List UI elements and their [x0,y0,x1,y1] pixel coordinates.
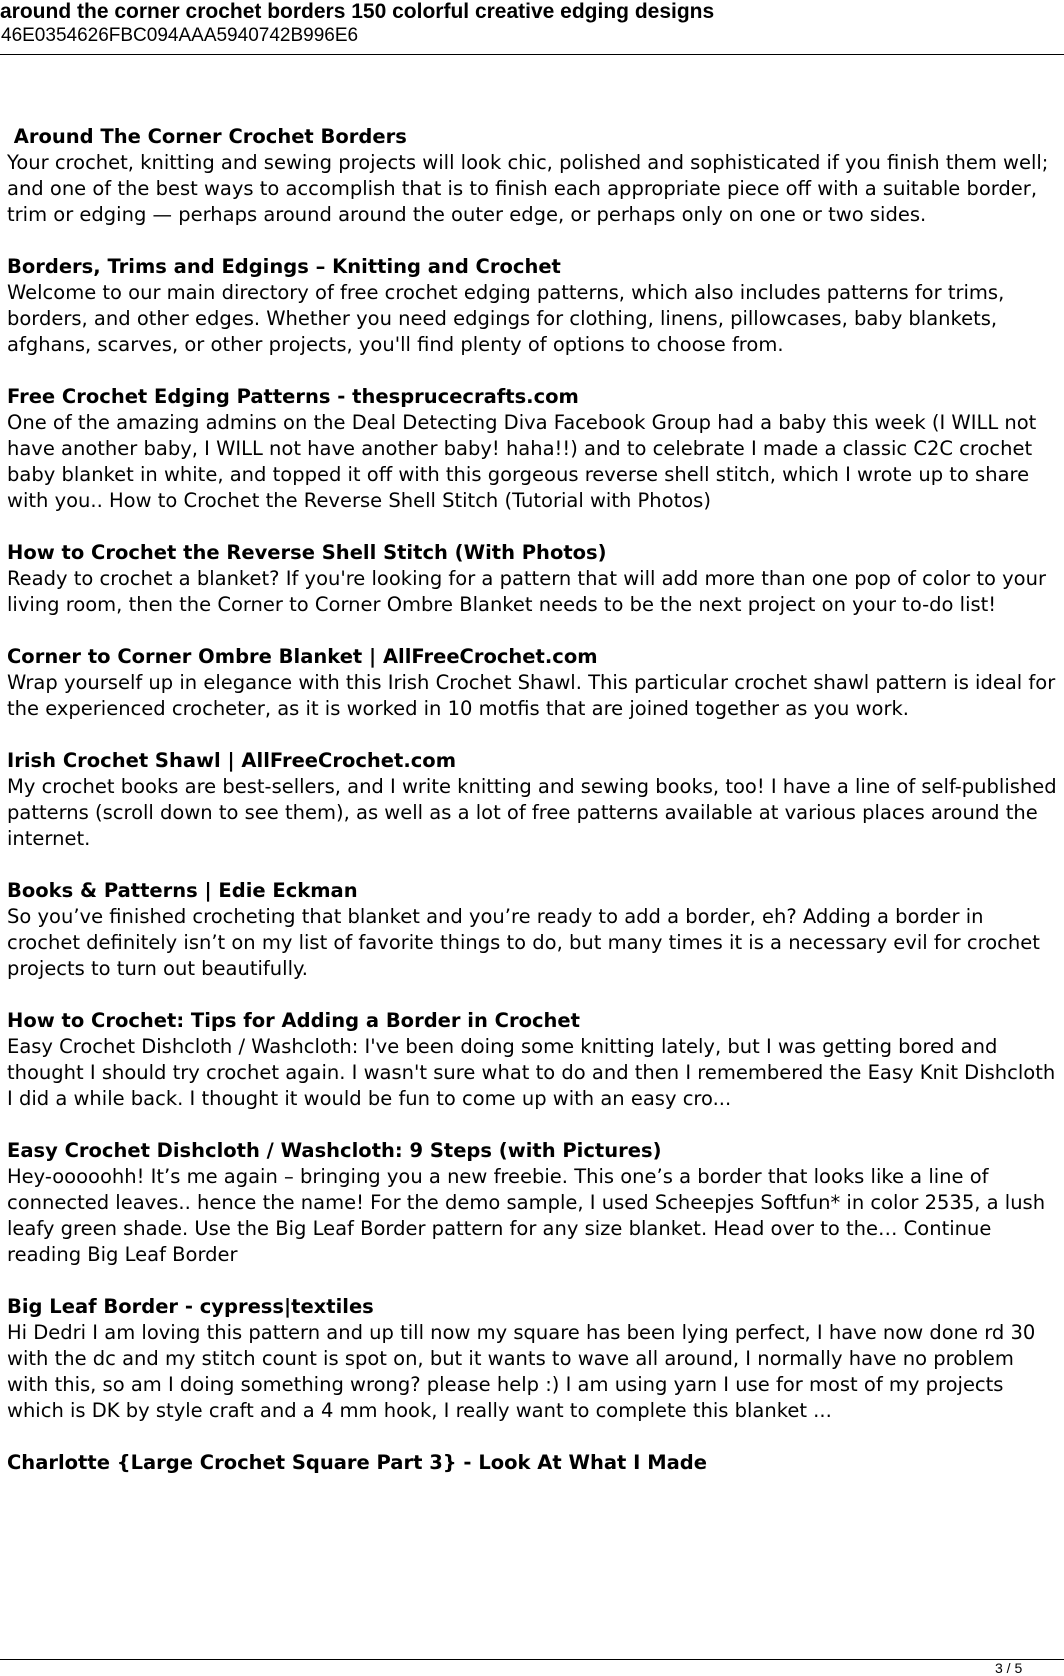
article-section [7,254,1059,358]
section-heading: Irish Crochet Shawl | AllFreeCrochet.com [7,749,457,772]
article-section [7,1008,1059,1112]
section-body: Welcome to our main directory of free crochet edging patterns, which also includes patterns for trims, borders, and other edges. Whether you need edgings for clothing, linens, pillowcases, baby blankets, afghans, scarves, or other projects, you'll find plenty of options to choose from. [7,281,1005,356]
document-body [7,124,1059,1502]
section-heading: How to Crochet: Tips for Adding a Border in Crochet [7,1009,580,1032]
article-section [7,748,1059,852]
section-heading: Books & Patterns | Edie Eckman [7,879,358,902]
section-heading: Around The Corner Crochet Borders [7,125,407,148]
article-section [7,1138,1059,1268]
article-section [7,878,1059,982]
section-body: One of the amazing admins on the Deal Detecting Diva Facebook Group had a baby this week (I WILL not have another baby, I WILL not have another baby! haha!!) and to celebrate I made a classic C2C crochet baby blanket in white, and topped it off with this gorgeous reverse shell stitch, which I wrote up to share with you.. How to Crochet the Reverse Shell Stitch (Tutorial with Photos) [7,411,1037,512]
section-body: Easy Crochet Dishcloth / Washcloth: I've been doing some knitting lately, but I was getting bored and thought I should try crochet again. I wasn't sure what to do and then I remembered the Easy Knit Dishcloth I did a while back. I thought it would be fun to come up with an easy cro... [7,1035,1056,1110]
page-header [0,0,1064,55]
footer-rule [0,1659,1064,1660]
section-heading: Charlotte {Large Crochet Square Part 3} - Look At What I Made [7,1451,707,1474]
section-body: Ready to crochet a blanket? If you're looking for a pattern that will add more than one pop of color to your living room, then the Corner to Corner Ombre Blanket needs to be the next project on your to-do list! [7,567,1046,616]
page-number: 3 / 5 [995,1660,1023,1676]
section-body: Hi Dedri I am loving this pattern and up till now my square has been lying perfect, I have now done rd 30 with the dc and my stitch count is spot on, but it wants to wave all around, I normally have no problem with this, so am I doing something wrong? please help :) I am using yarn I use for most of my projects which is DK by style craft and a 4 mm hook, I really want to complete this blanket ... [7,1321,1036,1422]
section-heading: Corner to Corner Ombre Blanket | AllFreeCrochet.com [7,645,598,668]
section-body: My crochet books are best-sellers, and I write knitting and sewing books, too! I have a line of self-published patterns (scroll down to see them), as well as a lot of free patterns available at various places around the internet. [7,775,1057,850]
section-heading: Easy Crochet Dishcloth / Washcloth: 9 Steps (with Pictures) [7,1139,662,1162]
section-body: Hey-ooooohh! It’s me again – bringing you a new freebie. This one’s a border that looks like a line of connected leaves.. hence the name! For the demo sample, I used Scheepjes Softfun* in color 2535, a lush leafy green shade. Use the Big Leaf Border pattern for any size blanket. Head over to the… Continue reading Big Leaf Border [7,1165,1046,1266]
section-body: Wrap yourself up in elegance with this Irish Crochet Shawl. This particular crochet shawl pattern is ideal for the experienced crocheter, as it is worked in 10 motfis that are joined together as you work. [7,671,1056,720]
section-heading: Borders, Trims and Edgings – Knitting and Crochet [7,255,561,278]
document-id: 46E0354626FBC094AAA5940742B996E6 [1,25,359,46]
article-section [7,644,1059,722]
article-section [7,540,1059,618]
section-heading: How to Crochet the Reverse Shell Stitch (With Photos) [7,541,607,564]
section-heading: Big Leaf Border - cypress|textiles [7,1295,374,1318]
document-title: around the corner crochet borders 150 colorful creative edging designs [0,0,715,23]
section-body: Your crochet, knitting and sewing projects will look chic, polished and sophisticated if you finish them well; and one of the best ways to accomplish that is to finish each appropriate piece off with a suitable border, trim or edging — perhaps around around the outer edge, or perhaps only on one or two sides. [7,151,1049,226]
section-heading: Free Crochet Edging Patterns - thesprucecrafts.com [7,385,579,408]
article-section [7,124,1059,228]
article-section [7,1294,1059,1424]
section-body: So you’ve finished crocheting that blanket and you’re ready to add a border, eh? Adding a border in crochet definitely isn’t on my list of favorite things to do, but many times it is a necessary evil for crochet projects to turn out beautifully. [7,905,1040,980]
article-section [7,1450,1059,1476]
article-section [7,384,1059,514]
